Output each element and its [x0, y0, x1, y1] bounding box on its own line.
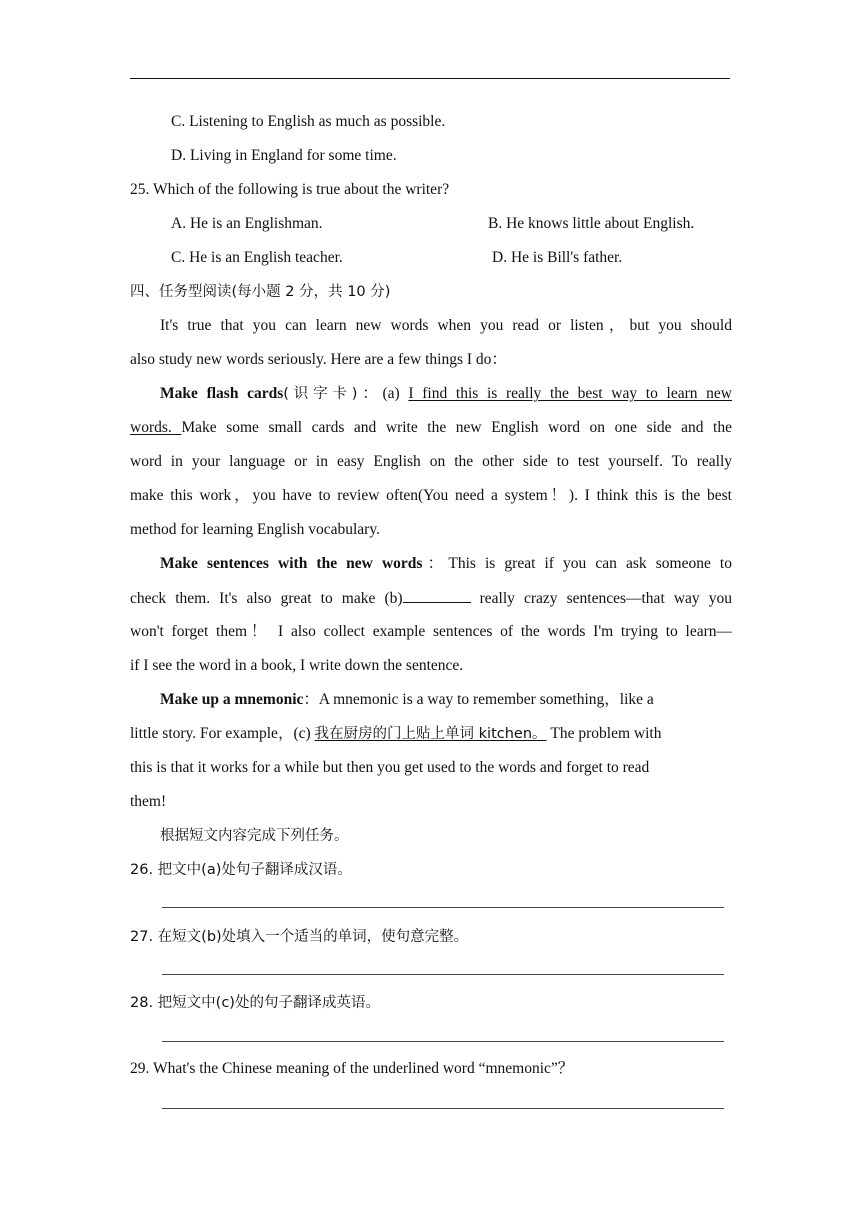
paragraph-sentences-line-4: if I see the word in a book, I write down the sentence. [130, 657, 464, 674]
paragraph-flash-cards-line-4: make this work，you have to review often(You need a system！). I think this is the best [130, 487, 732, 504]
q25-option-d: D. He is Bill's father. [492, 249, 623, 266]
paragraph-flash-cards-line-5: method for learning English vocabulary. [130, 521, 380, 538]
q25-option-b: B. He knows little about English. [488, 215, 695, 232]
mnemonic-text: A mnemonic is a way to remember something，like a [318, 691, 654, 708]
flash-cards-text: Make some small cards and write the new English word on one side and the [181, 419, 732, 436]
task-q28: 28. 把短文中(c)处的句子翻译成英语。 [130, 995, 380, 1011]
underlined-sentence-c: 我在厨房的门上贴上单词 kitchen。 [314, 726, 547, 742]
sentences-heading: Make sentences with the new words [160, 555, 423, 572]
task-q29: 29. What's the Chinese meaning of the underlined word “mnemonic”？ [130, 1060, 574, 1077]
passage-intro-line-2: also study new words seriously. Here are a few things I do： [130, 351, 507, 368]
paragraph-mnemonic-line-1 [160, 690, 654, 710]
flash-cards-heading-cn: (识字卡) [283, 386, 358, 402]
passage-intro-line-1: It's true that you can learn new words when you read or listen，but you should [160, 317, 732, 334]
paragraph-sentences-line-2 [130, 588, 732, 609]
flash-cards-sep: ：(a) [357, 385, 409, 402]
section-heading: 四、任务型阅读(每小题 2 分，共 10 分) [130, 284, 391, 300]
paragraph-sentences-line-1 [160, 554, 732, 574]
answer-line-q26[interactable] [162, 907, 724, 908]
paragraph-mnemonic-line-3: this is that it works for a while but then you get used to the words and forget to read [130, 759, 650, 776]
task-q27: 27. 在短文(b)处填入一个适当的单词，使句意完整。 [130, 929, 469, 945]
paragraph-flash-cards-line-2 [130, 418, 732, 438]
header-rule [130, 78, 730, 79]
q25-option-c: C. He is an English teacher. [171, 249, 343, 266]
answer-line-q28[interactable] [162, 1041, 724, 1042]
mnemonic-line2-pre: little story. For example，(c) [130, 725, 315, 742]
answer-line-q29[interactable] [162, 1108, 724, 1109]
q25-question: 25. Which of the following is true about the writer? [130, 181, 450, 198]
task-instruction: 根据短文内容完成下列任务。 [160, 828, 349, 844]
task-q26: 26. 把文中(a)处句子翻译成汉语。 [130, 862, 352, 878]
mnemonic-sep: ： [303, 691, 319, 708]
paragraph-flash-cards-line-3: word in your language or in easy English on the other side to test yourself. To really [130, 453, 732, 470]
paragraph-sentences-line-3: won't forget them！ I also collect example sentences of the words I'm trying to learn— [130, 623, 732, 640]
q25-option-a: A. He is an Englishman. [171, 215, 323, 232]
sentences-sep: ： [422, 555, 449, 572]
sentences-text: This is great if you can ask someone to [448, 555, 732, 572]
paragraph-mnemonic-line-2 [130, 724, 661, 744]
answer-line-q27[interactable] [162, 974, 724, 975]
q24-option-d: D. Living in England for some time. [171, 147, 397, 164]
mnemonic-line2-post: The problem with [546, 725, 662, 742]
underlined-sentence-a-end: words. [130, 419, 182, 436]
paragraph-flash-cards-line-1 [160, 384, 732, 404]
flash-cards-heading: Make flash cards [160, 385, 284, 402]
underlined-sentence-a: I find this is really the best way to learn new [408, 385, 732, 402]
q24-option-c: C. Listening to English as much as possible. [171, 113, 446, 130]
blank-b [403, 588, 471, 603]
sentences-line2-pre: check them. It's also great to make (b) [130, 590, 403, 607]
sentences-line2-post: really crazy sentences—that way you [470, 590, 732, 607]
mnemonic-heading: Make up a mnemonic [160, 691, 304, 708]
paragraph-mnemonic-line-4: them! [130, 793, 167, 810]
